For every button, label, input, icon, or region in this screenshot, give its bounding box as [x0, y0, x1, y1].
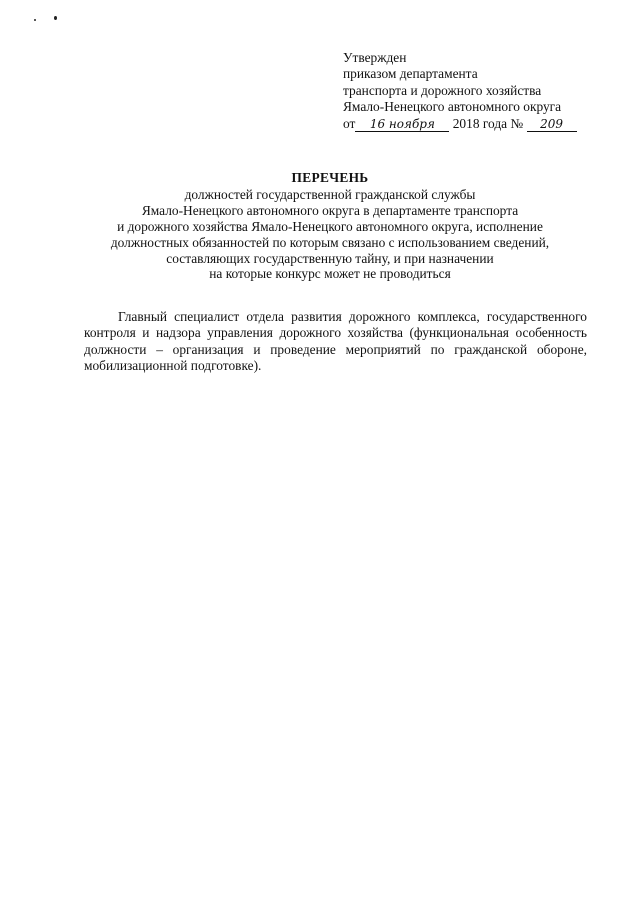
subtitle-line: и дорожного хозяйства Ямало-Ненецкого автономного округа, исполнение [117, 218, 543, 234]
subtitle-line: Ямало-Ненецкого автономного округа в департаменте транспорта [141, 202, 519, 218]
document-body [84, 309, 587, 375]
year-text: 2018 года № [452, 115, 524, 131]
approval-line: Ямало-Ненецкого автономного округа [343, 99, 562, 115]
approval-line: транспорта и дорожного хозяйства [343, 82, 542, 98]
document-title-block [70, 170, 590, 282]
subtitle-line: должностных обязанностей по которым связано с использованием сведений, [110, 234, 550, 250]
approval-line: Утвержден [343, 50, 407, 65]
handwritten-number: 209 [527, 118, 577, 132]
approval-date-line [343, 116, 623, 132]
subtitle-line: на которые конкурс может не проводиться [209, 266, 451, 282]
subtitle-line: составляющих государственную тайну, и при назначении [166, 250, 494, 266]
subtitle-line: должностей государственной гражданской службы [184, 186, 476, 202]
document-title: ПЕРЕЧЕНЬ [291, 170, 369, 185]
scan-marks [34, 14, 74, 24]
approval-stamp [343, 50, 623, 132]
date-prefix: от [343, 115, 356, 131]
position-paragraph: Главный специалист отдела развития дорожного комплекса, государственного контроля и надзора управления дорожного хозяйства (функциональная особенность должности – организация и проведение мероприятий по гражданской обороне, мобилизационной подготовке). [84, 309, 587, 374]
approval-line: приказом департамента [343, 66, 478, 82]
handwritten-date: 16 ноября [355, 118, 449, 132]
